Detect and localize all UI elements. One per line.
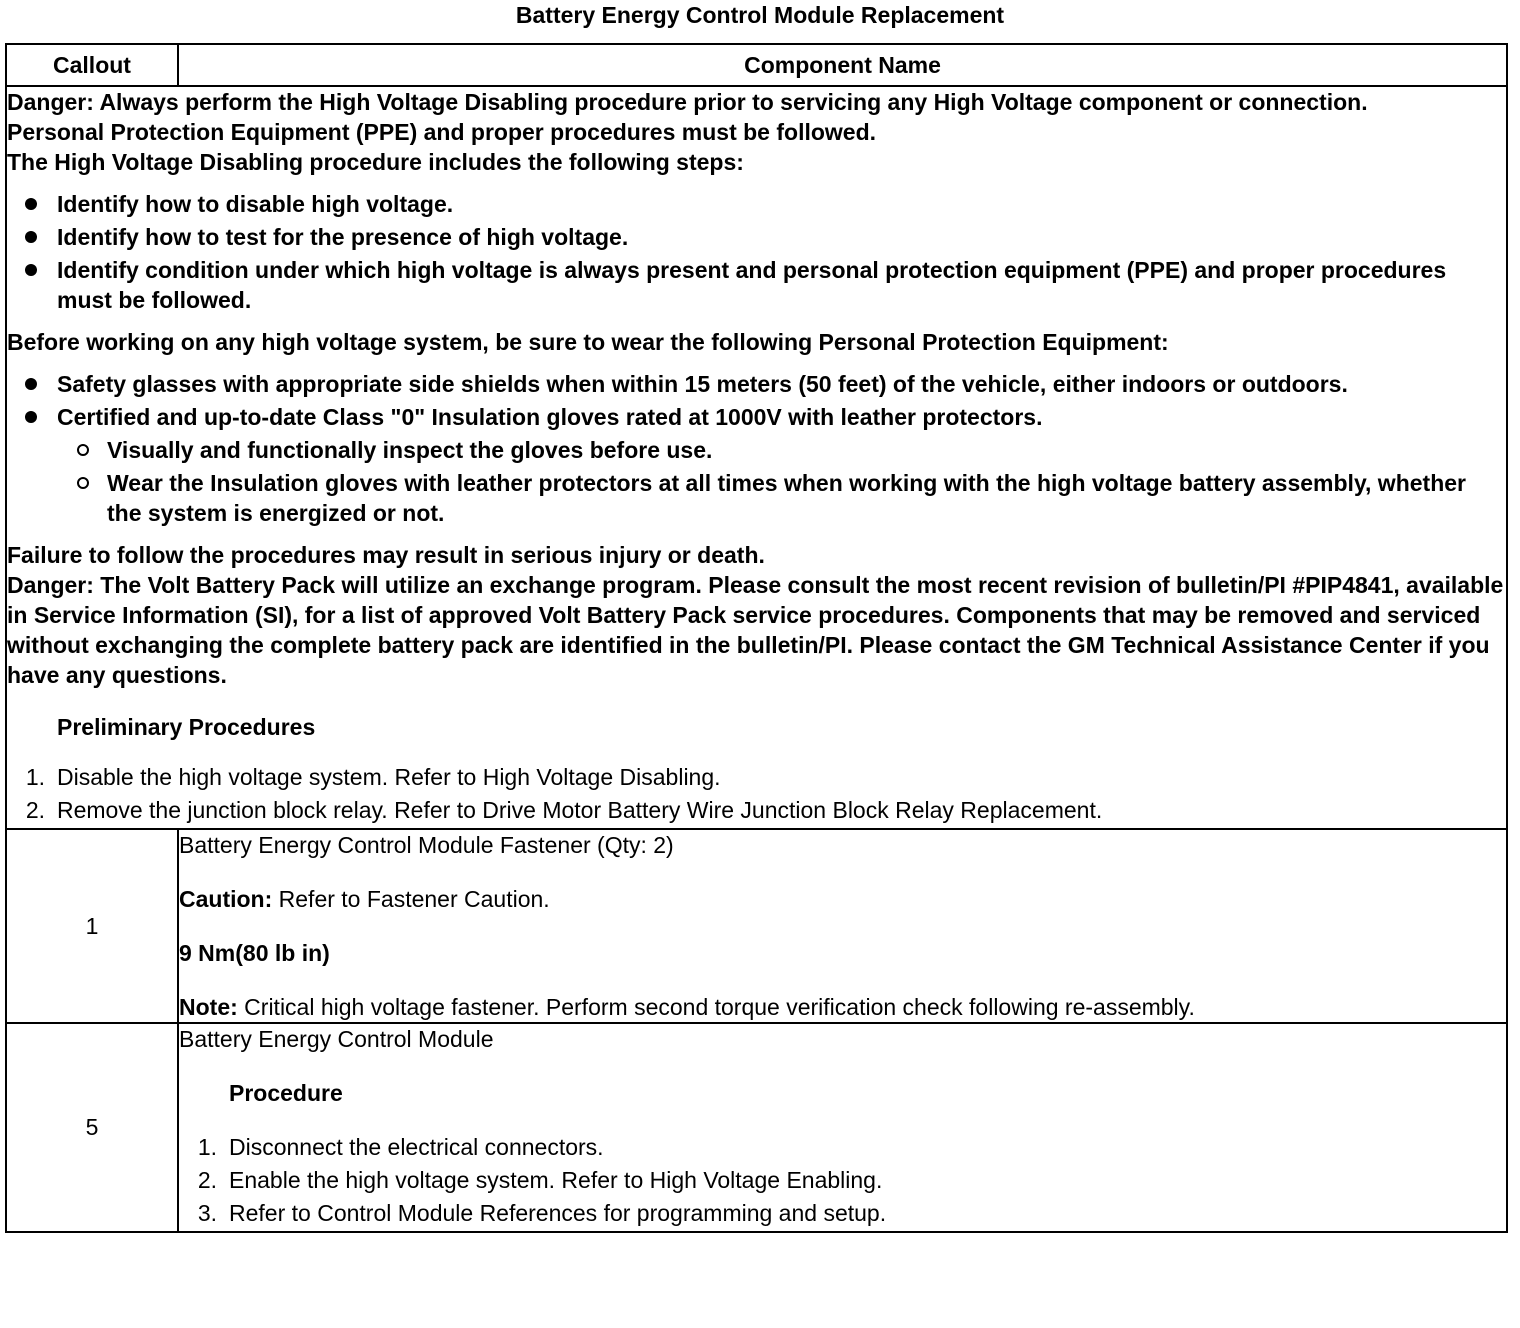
- component-name: Battery Energy Control Module Fastener (Qty: 2): [179, 832, 674, 858]
- list-item: Certified and up-to-date Class "0" Insulation gloves rated at 1000V with leather protectors. Visually and functionally inspect the gloves before use. Wear the Insulation gloves with leather protectors at all times when working with the high voltage battery assembly, whether the system is energized or not.: [7, 402, 1506, 528]
- procedure-steps: [179, 1132, 1506, 1228]
- list-item: Identify how to test for the presence of high voltage.: [7, 222, 1506, 252]
- preliminary-heading: Preliminary Procedures: [57, 714, 316, 740]
- danger-line-3: The High Voltage Disabling procedure includes the following steps:: [7, 149, 744, 175]
- bullet-icon: [25, 378, 37, 390]
- circle-bullet-icon: [77, 444, 89, 456]
- list-item: Identify how to disable high voltage.: [7, 189, 1506, 219]
- danger-row: [6, 86, 1507, 829]
- component-cell: [178, 829, 1507, 1023]
- volt-danger: Danger: The Volt Battery Pack will utilize an exchange program. Please consult the most recent revision of bulletin/PI #PIP4841, available in Service Information (SI), for a list of approved Volt Battery Pack service procedures. Components that may be removed and serviced without exchanging the complete battery pack are identified in the bulletin/PI. Please contact the GM Technical Assistance Center if you have any questions.: [7, 572, 1504, 688]
- torque-spec: 9 Nm(80 lb in): [179, 940, 330, 966]
- preliminary-steps: [7, 762, 1506, 825]
- danger-block: [6, 86, 1507, 829]
- component-name: Battery Energy Control Module: [179, 1026, 494, 1052]
- procedure-table: [5, 43, 1508, 1233]
- procedure-heading: Procedure: [229, 1080, 343, 1106]
- callout-cell: 1: [6, 829, 178, 1023]
- list-item: 1. Disconnect the electrical connectors.: [197, 1134, 604, 1160]
- list-item: 2. Remove the junction block relay. Refer to Drive Motor Battery Wire Junction Block Relay Replacement.: [25, 797, 1103, 823]
- list-item: 1. Disable the high voltage system. Refer to High Voltage Disabling.: [25, 764, 721, 790]
- bullet-icon: [25, 231, 37, 243]
- caution-text: Caution: Refer to Fastener Caution.: [179, 886, 550, 912]
- bullet-icon: [25, 198, 37, 210]
- sub-list-item: Wear the Insulation gloves with leather protectors at all times when working with the high voltage battery assembly, whether the system is energized or not.: [57, 468, 1506, 528]
- page-title: Battery Energy Control Module Replacement: [515, 2, 1005, 28]
- table-row: [6, 829, 1507, 1023]
- disabling-steps-list: [7, 189, 1506, 315]
- bullet-icon: [25, 411, 37, 423]
- bullet-icon: [25, 264, 37, 276]
- component-cell: [178, 1023, 1507, 1232]
- ppe-intro: Before working on any high voltage system, be sure to wear the following Personal Protection Equipment:: [7, 329, 1169, 355]
- ppe-list: [7, 369, 1506, 528]
- list-item: 2. Enable the high voltage system. Refer to High Voltage Enabling.: [197, 1167, 883, 1193]
- header-component-name: Component Name: [178, 44, 1507, 86]
- list-item: Safety glasses with appropriate side shields when within 15 meters (50 feet) of the vehicle, either indoors or outdoors.: [7, 369, 1506, 399]
- danger-line-2: Personal Protection Equipment (PPE) and proper procedures must be followed.: [7, 119, 877, 145]
- sub-list-item: Visually and functionally inspect the gloves before use.: [57, 435, 1506, 465]
- list-item: Identify condition under which high voltage is always present and personal protection equipment (PPE) and proper procedures must be followed.: [7, 255, 1506, 315]
- table-header-row: [6, 44, 1507, 86]
- danger-line-1: Danger: Always perform the High Voltage Disabling procedure prior to servicing any High Voltage component or connection.: [7, 89, 1368, 115]
- note-text: Note: Critical high voltage fastener. Perform second torque verification check following re-assembly.: [179, 994, 1195, 1020]
- callout-cell: 5: [6, 1023, 178, 1232]
- table-row: [6, 1023, 1507, 1232]
- circle-bullet-icon: [77, 477, 89, 489]
- failure-warning: Failure to follow the procedures may result in serious injury or death.: [7, 542, 765, 568]
- list-item: 3. Refer to Control Module References for programming and setup.: [197, 1200, 887, 1226]
- header-callout: Callout: [6, 44, 178, 86]
- ppe-sub-list: [57, 435, 1506, 528]
